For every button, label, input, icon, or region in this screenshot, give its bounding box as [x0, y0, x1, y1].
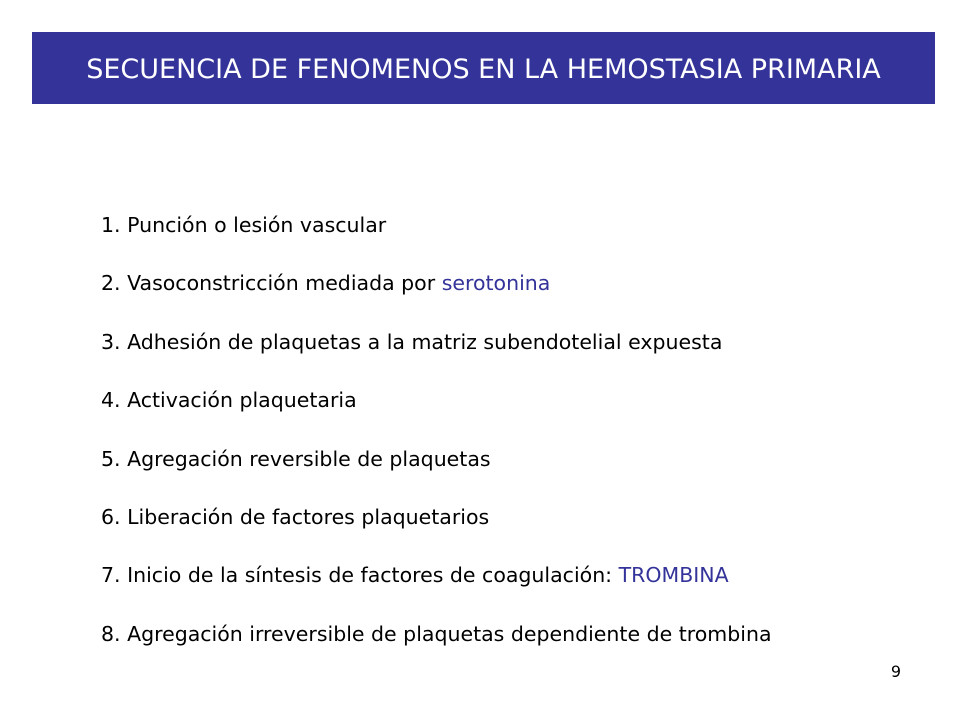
step-item — [101, 613, 772, 671]
step-text: 7. Inicio de la síntesis de factores de coagulación: — [101, 563, 619, 588]
step-item — [101, 262, 772, 320]
step-text: 4. Activación plaquetaria — [101, 388, 357, 413]
step-item — [101, 321, 772, 379]
step-item — [101, 438, 772, 496]
step-highlight: serotonina — [441, 271, 551, 296]
step-item — [101, 496, 772, 554]
step-text: 3. Adhesión de plaquetas a la matriz subendotelial expuesta — [101, 329, 723, 354]
step-text: 1. Punción o lesión vascular — [101, 213, 387, 237]
step-item — [101, 204, 772, 262]
step-list — [101, 204, 772, 671]
title-bar — [32, 32, 935, 104]
page-number: 9 — [890, 662, 902, 681]
step-text: 6. Liberación de factores plaquetarios — [101, 504, 490, 529]
step-highlight: TROMBINA — [618, 563, 729, 588]
step-item — [101, 554, 772, 612]
step-item — [101, 379, 772, 437]
step-text: 2. Vasoconstricción mediada por — [101, 271, 442, 296]
step-text: 8. Agregación irreversible de plaquetas dependiente de trombina — [101, 621, 772, 646]
slide-title: SECUENCIA DE FENOMENOS EN LA HEMOSTASIA PRIMARIA — [86, 53, 881, 85]
step-text: 5. Agregación reversible de plaquetas — [101, 446, 491, 471]
